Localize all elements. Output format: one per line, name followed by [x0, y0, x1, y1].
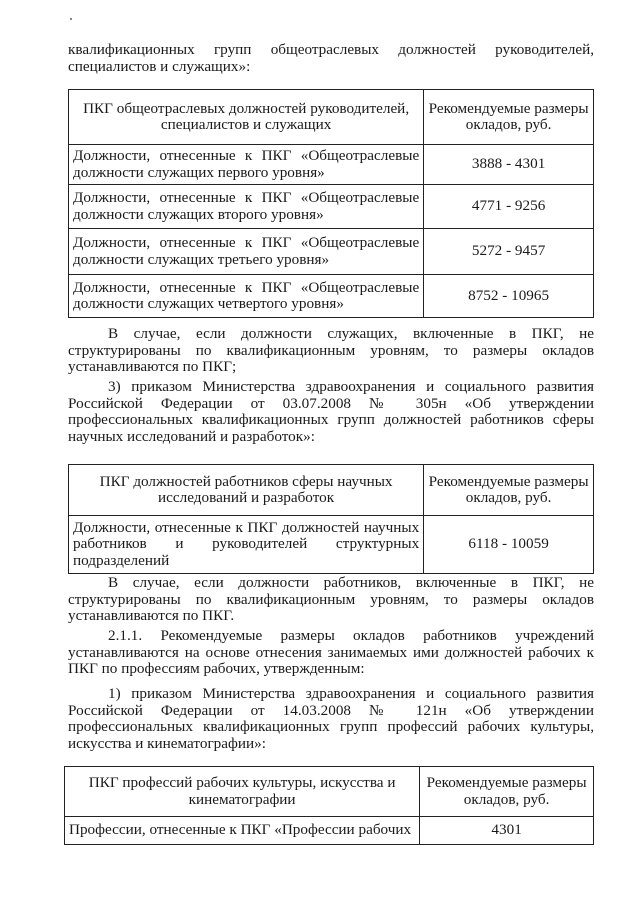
table-cell-value: 4301 [420, 817, 594, 845]
table-research-positions [68, 464, 594, 574]
table-header-row [69, 90, 594, 145]
item-1-paragraph: 1) приказом Министерства здравоохранения и социального развития Российской Федерации от 14.03.2008 № 121н «Об утверждении профессиональных квалификационных групп профессий рабочих культуры, искусства и кинематографии»: [68, 685, 594, 752]
table-culture-professions [64, 766, 594, 845]
intro-paragraph-tail: квалификационных групп общеотраслевых должностей руководителей, специалистов и служащих»: [68, 41, 594, 75]
table-cell-value: 8752 - 10965 [424, 275, 594, 318]
table-row [69, 229, 594, 275]
table-header-col2: Рекомендуемые размеры окладов, руб. [424, 90, 594, 145]
section-2-1-1-paragraph: 2.1.1. Рекомендуемые размеры окладов работников учреждений устанавливаются на основе отнесения занимаемых ими должностей рабочих к ПКГ по профессиям рабочих, утвержденным: [68, 627, 594, 678]
table-row [69, 145, 594, 185]
note-paragraph-1: В случае, если должности служащих, включенные в ПКГ, не структурированы по квалификационным уровням, то размеры окладов устанавливаются по ПКГ; [68, 325, 594, 376]
table-header-row [65, 767, 594, 817]
table-cell-value: 3888 - 4301 [424, 145, 594, 185]
table-header-col1: ПКГ профессий рабочих культуры, искусства и кинематографии [65, 767, 420, 817]
item-3-paragraph: 3) приказом Министерства здравоохранения и социального развития Российской Федерации от 03.07.2008 № 305н «Об утверждении профессиональных квалификационных групп должностей работников сферы научных исследований и разработок»: [68, 378, 594, 445]
table-cell-value: 5272 - 9457 [424, 229, 594, 275]
table-cell-name: Должности, отнесенные к ПКГ «Общеотраслевые должности служащих четвертого уровня» [69, 275, 424, 318]
table-cell-name: Должности, отнесенные к ПКГ «Общеотраслевые должности служащих третьего уровня» [69, 229, 424, 275]
table-cell-name: Профессии, отнесенные к ПКГ «Профессии рабочих [65, 817, 420, 845]
table-cell-value: 6118 - 10059 [424, 516, 594, 574]
table-row [65, 817, 594, 845]
table-header-row [69, 465, 594, 516]
table-cell-name: Должности, отнесенные к ПКГ «Общеотраслевые должности служащих первого уровня» [69, 145, 424, 185]
table-row [69, 275, 594, 318]
table-row [69, 185, 594, 229]
table-header-col2: Рекомендуемые размеры окладов, руб. [424, 465, 594, 516]
table-header-col2: Рекомендуемые размеры окладов, руб. [420, 767, 594, 817]
table-cell-name: Должности, отнесенные к ПКГ должностей научных работников и руководителей структурных подразделений [69, 516, 424, 574]
note-paragraph-2: В случае, если должности работников, включенные в ПКГ, не структурированы по квалификационным уровням, то размеры окладов устанавливаются по ПКГ. [68, 574, 594, 625]
table-row [69, 516, 594, 574]
table-general-positions [68, 89, 594, 318]
scan-speck [70, 18, 72, 20]
table-header-col1: ПКГ общеотраслевых должностей руководителей, специалистов и служащих [69, 90, 424, 145]
table-cell-value: 4771 - 9256 [424, 185, 594, 229]
table-cell-name: Должности, отнесенные к ПКГ «Общеотраслевые должности служащих второго уровня» [69, 185, 424, 229]
table-header-col1: ПКГ должностей работников сферы научных исследований и разработок [69, 465, 424, 516]
